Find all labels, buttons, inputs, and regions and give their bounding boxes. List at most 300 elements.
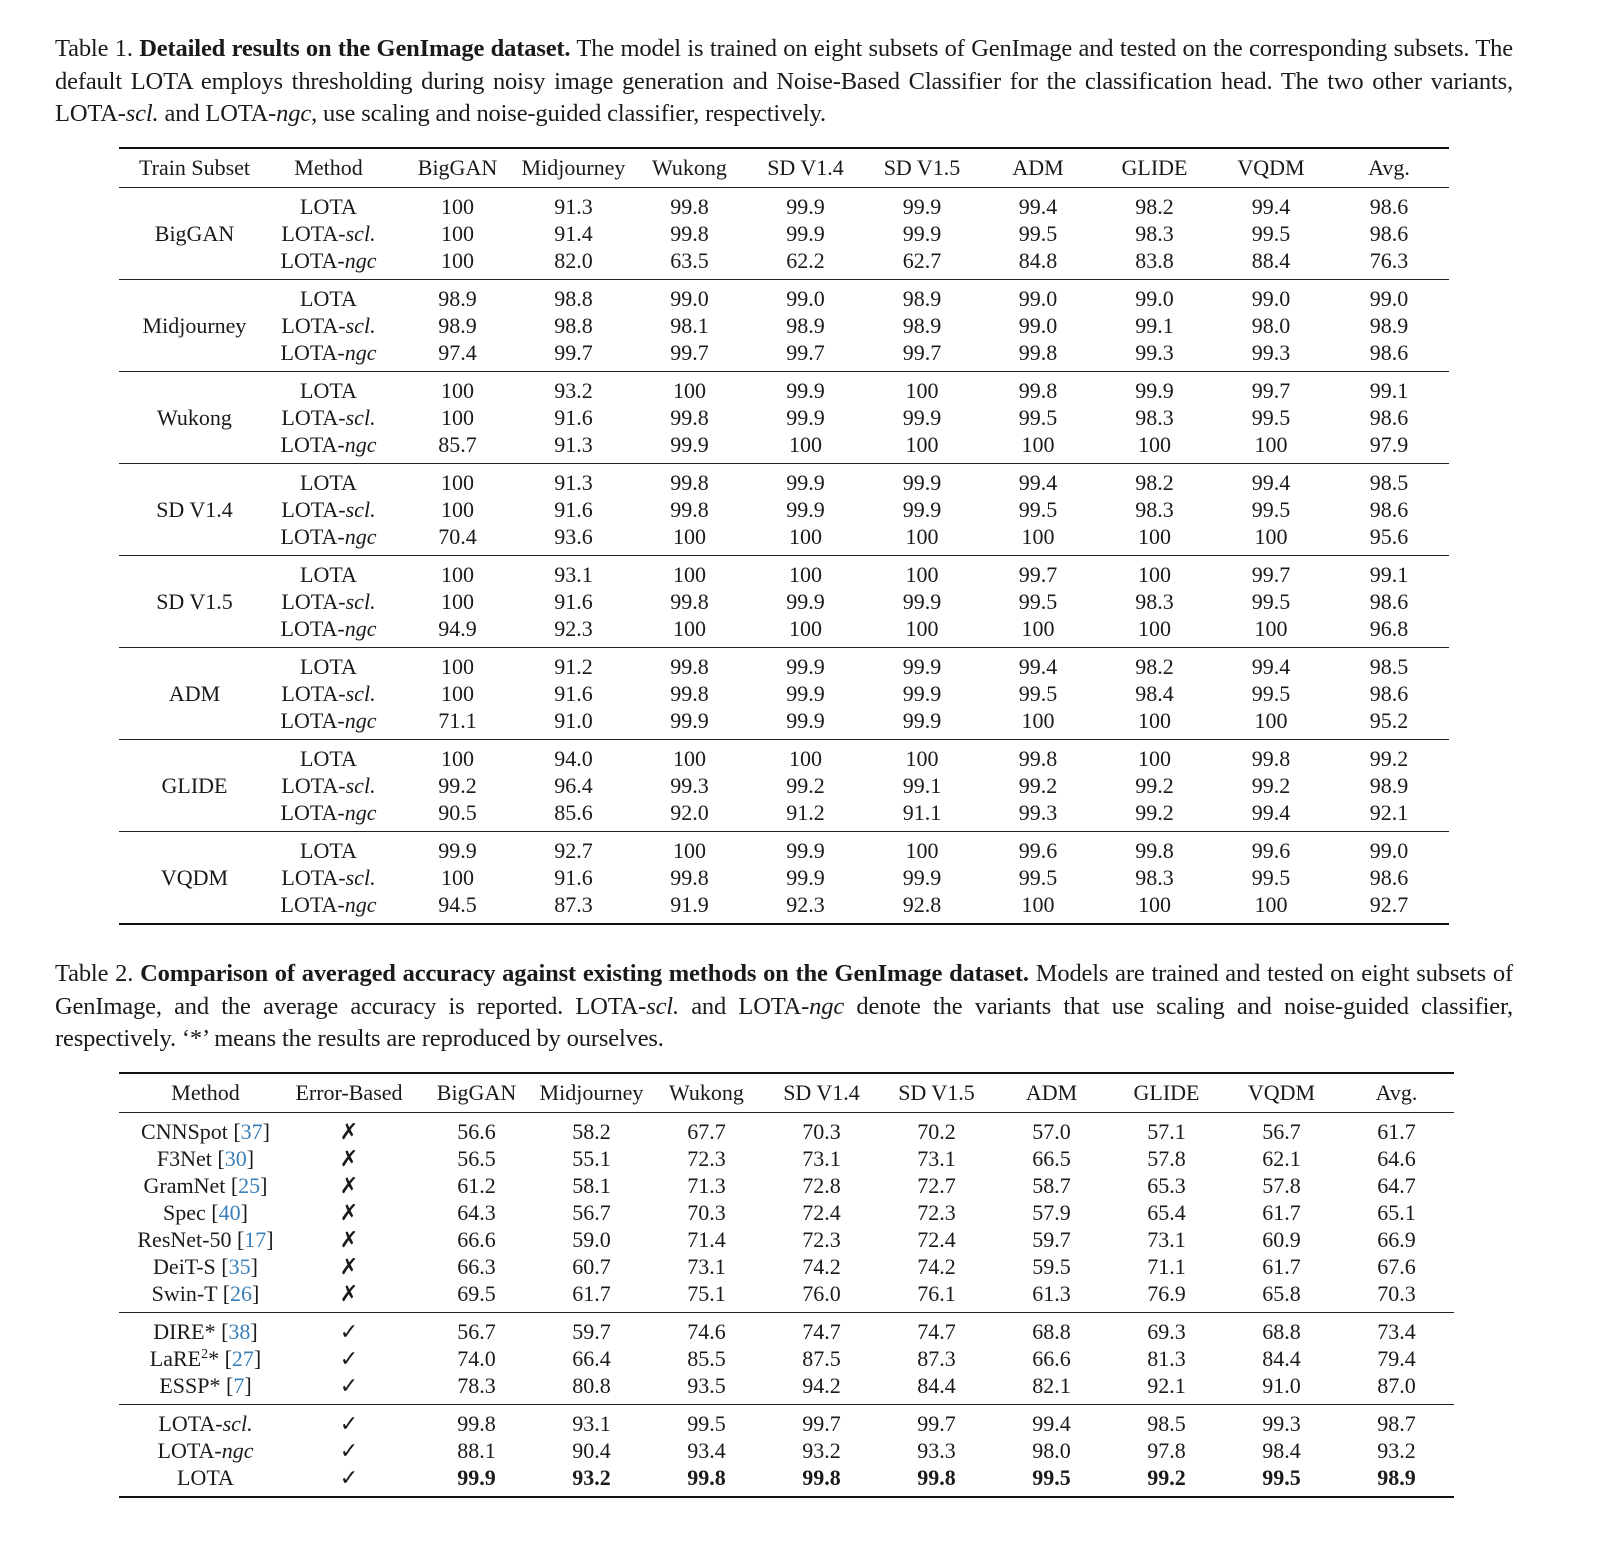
table-row [119,1280,1454,1313]
method-name: LOTA- [280,248,345,273]
value-cell-avg: 99.0 [1369,286,1409,311]
method-cell [257,556,400,589]
value-cell-glide: 98.3 [1135,405,1174,430]
value-cell-avg: 98.6 [1369,497,1409,522]
method-name: LOTA [300,562,357,587]
value-cell-sd-v1-5: 76.1 [917,1281,956,1306]
value-cell-midjourney: 56.7 [572,1200,611,1225]
check-icon: ✓ [339,1465,359,1490]
column-header-midjourney: Midjourney [539,1080,644,1105]
value-cell-glide: 100 [1138,562,1171,587]
table-row [119,891,1449,924]
value-cell-biggan: 99.2 [438,773,477,798]
value-cell-glide: 99.8 [1135,838,1174,863]
column-header-sd-v1-4: SD V1.4 [783,1080,860,1105]
value-cell-midjourney: 96.4 [554,773,593,798]
value-cell-vqdm: 100 [1254,708,1288,733]
value-cell-biggan: 98.9 [438,313,477,338]
value-cell-vqdm: 99.7 [1251,378,1291,403]
method-cell [257,891,400,924]
value-cell-adm: 99.4 [1018,194,1058,219]
value-cell-sd-v1-4: 99.9 [786,497,825,522]
method-name: DIRE* [153,1319,216,1344]
value-cell-sd-v1-4: 100 [789,746,822,771]
value-cell-sd-v1-5: 70.2 [917,1119,956,1144]
value-cell-glide: 65.4 [1147,1200,1186,1225]
train-subset-cell [119,247,257,280]
value-cell-wukong: 99.5 [687,1411,726,1436]
method-cell [119,1437,279,1464]
value-cell-sd-v1-4: 99.9 [786,654,825,679]
method-name: LOTA [300,286,357,311]
value-cell-adm: 99.7 [1018,562,1058,587]
value-cell-glide: 99.9 [1135,378,1174,403]
column-header-sd-v1-5: SD V1.5 [883,155,961,180]
table-row [119,1313,1454,1346]
train-subset-cell [119,431,257,464]
value-cell-biggan: 66.6 [457,1227,496,1252]
value-cell-sd-v1-5: 100 [905,838,939,863]
method-name: LOTA- [281,773,346,798]
table-row [119,556,1449,589]
train-subset-cell [119,588,257,615]
train-subset-cell [119,772,257,799]
value-cell-adm: 58.7 [1032,1173,1071,1198]
value-cell-sd-v1-4: 99.9 [786,405,825,430]
caption-title: Detailed results on the GenImage dataset. [139,35,571,62]
citation-link[interactable]: 25 [238,1173,261,1198]
value-cell-wukong: 100 [673,524,706,549]
method-name: LOTA- [280,892,345,917]
value-cell-wukong: 99.8 [670,221,709,246]
value-cell-biggan: 100 [441,654,474,679]
value-cell-midjourney: 87.3 [554,892,593,917]
value-cell-sd-v1-4: 72.4 [802,1200,841,1225]
method-variant: ngc [344,616,377,641]
citation-link[interactable]: 7 [233,1373,245,1398]
value-cell-sd-v1-4: 100 [789,432,822,457]
group-wukong [119,372,1449,464]
method-variant: ngc [344,524,377,549]
value-cell-adm: 100 [1021,432,1055,457]
value-cell-sd-v1-4: 74.2 [802,1254,841,1279]
value-cell-sd-v1-4: 76.0 [802,1281,841,1306]
caption-italic-scl: scl. [646,992,679,1020]
table-row [119,772,1449,799]
method-name: ESSP* [159,1373,221,1398]
value-cell-biggan: 100 [441,681,474,706]
group-vqdm [119,832,1449,925]
method-cell: CNNSpot [37] [141,1119,270,1144]
value-cell-midjourney: 92.3 [554,616,593,641]
value-cell-biggan: 97.4 [438,340,477,365]
group-midjourney [119,280,1449,372]
value-cell-sd-v1-5: 92.8 [902,892,942,917]
caption-text: and LOTA- [158,100,277,127]
value-cell-sd-v1-5: 72.7 [917,1173,956,1198]
table-row [119,496,1449,523]
method-cell: LaRE$^2$* [27] [149,1346,262,1371]
value-cell-sd-v1-5: 72.3 [917,1200,956,1225]
caption-italic-ngc: ngc [809,992,845,1020]
value-cell-glide: 98.5 [1147,1411,1186,1436]
value-cell-sd-v1-4: 92.3 [786,892,825,917]
method-cell [257,247,400,280]
value-cell-sd-v1-5: 99.9 [902,865,942,890]
group-sd-v1-5 [119,556,1449,648]
train-subset-cell [119,740,257,773]
value-cell-avg: 99.1 [1369,378,1409,403]
value-cell-sd-v1-4: 94.2 [802,1373,841,1398]
value-cell-sd-v1-5: 99.9 [902,221,942,246]
value-cell-avg: 99.0 [1369,838,1409,863]
value-cell-wukong: 70.3 [687,1200,726,1225]
value-cell-midjourney: 93.1 [554,562,593,587]
value-cell-adm: 99.6 [1018,838,1058,863]
value-cell-midjourney: 91.6 [554,681,593,706]
value-cell-sd-v1-4: 99.8 [802,1465,841,1490]
value-cell-midjourney: 90.4 [572,1438,611,1463]
table2-caption [55,958,1513,1056]
value-cell-adm: 66.6 [1032,1346,1071,1371]
column-header-adm: ADM [1012,155,1064,180]
value-cell-avg: 61.7 [1377,1119,1416,1144]
train-subset-cell [119,556,257,589]
train-subset-label: Wukong [157,405,232,430]
method-name: LOTA- [280,616,345,641]
value-cell-sd-v1-5: 99.9 [902,681,942,706]
value-cell-midjourney: 98.8 [554,313,593,338]
column-header-glide: GLIDE [1121,155,1188,180]
value-cell-sd-v1-4: 62.2 [786,248,825,273]
value-cell-avg: 98.7 [1377,1411,1416,1436]
method-name: LOTA- [280,708,345,733]
value-cell-adm: 99.0 [1018,313,1058,338]
column-header-avg: Avg. [1368,155,1410,180]
table-row [119,799,1449,832]
value-cell-glide: 98.2 [1135,654,1174,679]
value-cell-glide: 73.1 [1147,1227,1186,1252]
column-header-biggan: BigGAN [417,155,498,180]
table-row [119,1145,1454,1172]
value-cell-avg: 98.5 [1369,654,1409,679]
column-header-error-based: Error-Based [295,1080,403,1105]
citation-link[interactable]: 27 [231,1346,254,1371]
value-cell-biggan: 100 [441,248,474,273]
value-cell-sd-v1-4: 99.0 [786,286,825,311]
cross-icon: ✗ [339,1281,359,1306]
column-header-vqdm: VQDM [1237,155,1305,180]
value-cell-sd-v1-5: 99.8 [917,1465,956,1490]
value-cell-glide: 98.2 [1135,194,1174,219]
table-row [119,247,1449,280]
train-subset-label: BigGAN [154,221,235,246]
method-variant: ngc [344,800,377,825]
method-variant: ngc [344,248,377,273]
table2-comparison [119,1072,1454,1498]
table-row [119,220,1449,247]
value-cell-glide: 99.2 [1135,800,1174,825]
value-cell-wukong: 100 [673,562,706,587]
citation-link[interactable]: 30 [224,1146,247,1171]
cross-icon: ✗ [339,1200,359,1225]
value-cell-vqdm: 99.5 [1251,497,1291,522]
train-subset-cell [119,523,257,556]
value-cell-midjourney: 61.7 [572,1281,611,1306]
method-name: LOTA- [280,800,345,825]
caption-text: and LOTA- [678,992,810,1020]
method-name: LOTA [300,838,357,863]
method-cell [257,864,400,891]
value-cell-sd-v1-5: 98.9 [902,286,942,311]
method-group [119,1313,1454,1405]
value-cell-sd-v1-5: 100 [905,378,939,403]
value-cell-sd-v1-5: 72.4 [917,1227,956,1252]
value-cell-wukong: 99.9 [670,432,709,457]
table-header-row [119,1073,1454,1113]
value-cell-vqdm: 98.4 [1262,1438,1301,1463]
value-cell-sd-v1-5: 99.9 [902,470,942,495]
value-cell-wukong: 99.8 [670,497,709,522]
column-header-vqdm: VQDM [1247,1080,1316,1105]
method-name: LOTA- [281,221,346,246]
value-cell-midjourney: 91.6 [554,405,593,430]
train-subset-label: SD V1.5 [156,589,233,614]
column-header-train-subset: Train Subset [138,155,251,180]
value-cell-biggan: 74.0 [457,1346,496,1371]
value-cell-wukong: 73.1 [687,1254,726,1279]
citation-link[interactable]: 37 [240,1119,263,1144]
method-name: LOTA- [281,865,346,890]
check-icon: ✓ [339,1373,359,1398]
value-cell-adm: 66.5 [1032,1146,1071,1171]
value-cell-biggan: 99.8 [457,1411,496,1436]
value-cell-glide: 65.3 [1147,1173,1186,1198]
method-cell [257,464,400,497]
value-cell-adm: 100 [1021,616,1055,641]
method-cell [257,372,400,405]
value-cell-sd-v1-4: 100 [789,524,822,549]
value-cell-midjourney: 91.3 [554,470,593,495]
method-cell [257,339,400,372]
table-row [119,1113,1454,1146]
value-cell-biggan: 70.4 [438,524,477,549]
value-cell-glide: 99.2 [1147,1465,1186,1490]
value-cell-sd-v1-5: 74.2 [917,1254,956,1279]
table-row [119,832,1449,865]
value-cell-avg: 64.6 [1377,1146,1416,1171]
table-row [119,523,1449,556]
value-cell-sd-v1-5: 62.7 [902,248,942,273]
value-cell-vqdm: 99.4 [1251,194,1291,219]
method-variant: ngc [344,432,377,457]
method-cell [257,799,400,832]
citation-link[interactable]: 17 [244,1227,267,1252]
value-cell-biggan: 88.1 [457,1438,496,1463]
value-cell-avg: 66.9 [1377,1227,1416,1252]
value-cell-biggan: 56.7 [457,1319,496,1344]
value-cell-adm: 100 [1021,524,1055,549]
cross-icon: ✗ [339,1254,359,1279]
value-cell-wukong: 99.9 [670,708,709,733]
value-cell-vqdm: 99.7 [1251,562,1291,587]
value-cell-biggan: 99.9 [438,838,477,863]
method-cell: ESSP* [7] [159,1373,252,1398]
citation-link[interactable]: 35 [228,1254,251,1279]
table-row [119,339,1449,372]
citation-link[interactable]: 38 [228,1319,251,1344]
citation-link[interactable]: 26 [230,1281,253,1306]
table-row [119,1199,1454,1226]
value-cell-vqdm: 84.4 [1262,1346,1301,1371]
method-name: LOTA- [280,340,345,365]
check-icon: ✓ [339,1319,359,1344]
value-cell-sd-v1-5: 87.3 [917,1346,956,1371]
train-subset-label: GLIDE [161,773,228,798]
method-variant: ngc [344,892,377,917]
method-variant: scl. [345,221,376,246]
value-cell-midjourney: 59.7 [572,1319,611,1344]
method-cell [257,312,400,339]
value-cell-wukong: 99.3 [670,773,709,798]
value-cell-adm: 82.1 [1032,1373,1071,1398]
train-subset-cell [119,188,257,221]
method-name: GramNet [143,1173,226,1198]
value-cell-midjourney: 55.1 [572,1146,611,1171]
method-name: LOTA- [281,681,346,706]
value-cell-wukong: 98.1 [670,313,709,338]
value-cell-wukong: 99.8 [687,1465,726,1490]
value-cell-sd-v1-4: 87.5 [802,1346,841,1371]
value-cell-sd-v1-4: 99.9 [786,378,825,403]
method-cell [257,832,400,865]
caption-title: Comparison of averaged accuracy against existing methods on the GenImage dataset. [140,960,1029,987]
value-cell-adm: 57.9 [1032,1200,1071,1225]
value-cell-adm: 59.5 [1032,1254,1071,1279]
superscript: 2 [201,1347,209,1362]
value-cell-sd-v1-4: 99.7 [802,1411,841,1436]
method-cell: Spec [40] [163,1200,248,1225]
value-cell-sd-v1-5: 99.9 [902,497,942,522]
cross-icon: ✗ [339,1146,359,1171]
value-cell-sd-v1-5: 99.1 [902,773,942,798]
value-cell-glide: 57.1 [1147,1119,1186,1144]
value-cell-avg: 92.7 [1369,892,1409,917]
group-adm [119,648,1449,740]
train-subset-cell [119,648,257,681]
train-subset-cell [119,864,257,891]
value-cell-wukong: 85.5 [687,1346,726,1371]
value-cell-biggan: 100 [441,562,474,587]
table-header-row [119,148,1449,188]
value-cell-sd-v1-4: 99.9 [786,865,825,890]
value-cell-vqdm: 91.0 [1262,1373,1301,1398]
value-cell-vqdm: 99.6 [1251,838,1291,863]
value-cell-vqdm: 99.5 [1251,681,1291,706]
value-cell-adm: 99.4 [1032,1411,1071,1436]
value-cell-vqdm: 99.3 [1251,340,1291,365]
train-subset-cell [119,680,257,707]
method-name: LOTA [300,194,357,219]
value-cell-glide: 100 [1138,708,1171,733]
method-variant: ngc [221,1438,254,1463]
method-cell [257,496,400,523]
train-subset-cell [119,220,257,247]
value-cell-wukong: 67.7 [687,1119,726,1144]
value-cell-avg: 98.6 [1369,221,1409,246]
column-header-midjourney: Midjourney [521,155,626,180]
method-cell [257,431,400,464]
train-subset-label: VQDM [160,865,229,890]
value-cell-midjourney: 91.6 [554,497,593,522]
value-cell-wukong: 92.0 [670,800,709,825]
value-cell-adm: 100 [1021,708,1055,733]
train-subset-cell [119,312,257,339]
method-name: LOTA [300,378,357,403]
value-cell-wukong: 100 [673,378,706,403]
value-cell-avg: 97.9 [1369,432,1409,457]
method-name: F3Net [156,1146,212,1171]
value-cell-glide: 83.8 [1135,248,1174,273]
value-cell-biggan: 100 [441,378,474,403]
value-cell-glide: 81.3 [1147,1346,1186,1371]
table-row [119,312,1449,339]
table-row [119,680,1449,707]
value-cell-vqdm: 100 [1254,892,1288,917]
value-cell-sd-v1-5: 73.1 [917,1146,956,1171]
caption-text: denote the variants that use scaling and noise-guided classifier, respectively. ‘*’ means the results are reproduced by ourselves. [55,992,1513,1052]
value-cell-avg: 92.1 [1369,800,1409,825]
method-name: LOTA- [281,497,346,522]
value-cell-avg: 96.8 [1369,616,1409,641]
method-name: LOTA [300,470,357,495]
value-cell-midjourney: 85.6 [554,800,593,825]
value-cell-sd-v1-4: 70.3 [802,1119,841,1144]
value-cell-biggan: 66.3 [457,1254,496,1279]
value-cell-avg: 98.9 [1369,313,1409,338]
citation-link[interactable]: 40 [218,1200,241,1225]
value-cell-sd-v1-5: 100 [905,432,939,457]
value-cell-avg: 67.6 [1377,1254,1416,1279]
value-cell-adm: 99.5 [1018,681,1058,706]
value-cell-biggan: 100 [441,470,474,495]
value-cell-midjourney: 91.3 [554,432,593,457]
value-cell-biggan: 98.9 [438,286,477,311]
value-cell-avg: 98.6 [1369,681,1409,706]
caption-label: Table 2. [55,960,134,987]
value-cell-biggan: 56.5 [457,1146,496,1171]
value-cell-biggan: 71.1 [438,708,477,733]
value-cell-sd-v1-5: 99.9 [902,589,942,614]
value-cell-adm: 84.8 [1018,248,1058,273]
method-cell: GramNet [25] [143,1173,268,1198]
table-row [119,648,1449,681]
value-cell-vqdm: 99.5 [1251,589,1291,614]
method-variant: ngc [344,340,377,365]
value-cell-avg: 95.2 [1369,708,1409,733]
value-cell-avg: 95.6 [1369,524,1409,549]
value-cell-glide: 57.8 [1147,1146,1186,1171]
method-name: LOTA- [158,1411,223,1436]
value-cell-biggan: 100 [441,865,474,890]
train-subset-label: SD V1.4 [156,497,233,522]
column-header-method: Method [171,1080,240,1105]
method-variant: scl. [345,313,376,338]
method-name: LOTA- [280,432,345,457]
column-header-avg: Avg. [1375,1080,1418,1105]
value-cell-sd-v1-5: 100 [905,746,939,771]
value-cell-vqdm: 57.8 [1262,1173,1301,1198]
